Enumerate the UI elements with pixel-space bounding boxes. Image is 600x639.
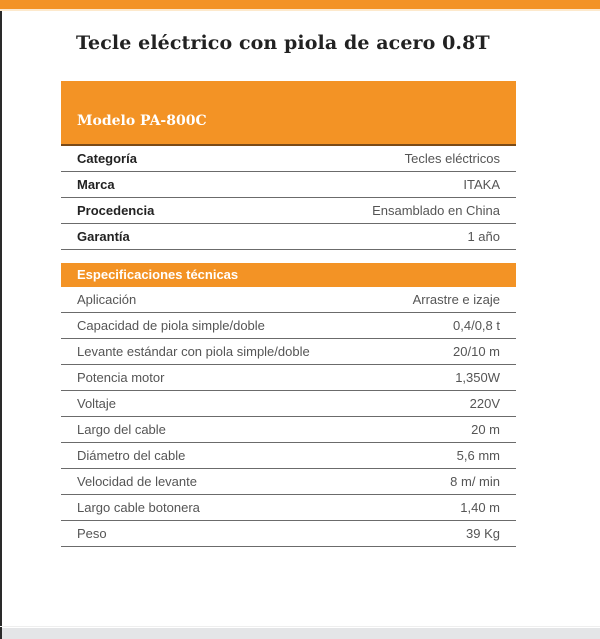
- specs-heading-bar: [61, 263, 516, 287]
- top-accent-band: [0, 0, 600, 9]
- row-label: Diámetro del cable: [77, 448, 186, 463]
- row-value: 1 año: [467, 229, 500, 244]
- row-value: 20/10 m: [453, 344, 500, 359]
- table-row: [61, 417, 516, 443]
- row-label: Procedencia: [77, 203, 155, 218]
- table-row: [61, 224, 516, 250]
- row-value: 5,6 mm: [456, 448, 500, 463]
- table-row: [61, 495, 516, 521]
- row-label: Velocidad de levante: [77, 474, 197, 489]
- table-row: [61, 287, 516, 313]
- table-row: [61, 313, 516, 339]
- row-value: Ensamblado en China: [372, 203, 500, 218]
- row-value: 220V: [469, 396, 500, 411]
- row-label: Aplicación: [77, 292, 137, 307]
- row-value: 0,4/0,8 t: [453, 318, 500, 333]
- table-row: [61, 146, 516, 172]
- row-label: Peso: [77, 526, 107, 541]
- row-label: Voltaje: [77, 396, 117, 411]
- row-label: Largo cable botonera: [77, 500, 200, 515]
- table-row: [61, 443, 516, 469]
- row-label: Marca: [77, 177, 115, 192]
- footer-divider: [0, 626, 600, 627]
- row-label: Levante estándar con piola simple/doble: [77, 344, 310, 359]
- row-label: Capacidad de piola simple/doble: [77, 318, 265, 333]
- row-value: Tecles eléctricos: [404, 151, 500, 166]
- row-value: 39 Kg: [466, 526, 500, 541]
- table-row: [61, 198, 516, 224]
- model-header: [61, 81, 516, 146]
- row-label: Potencia motor: [77, 370, 165, 385]
- row-label: Garantía: [77, 229, 130, 244]
- row-value: Arrastre e izaje: [412, 292, 500, 307]
- model-name: Modelo PA-800C: [77, 113, 207, 129]
- specs-table: [61, 287, 516, 547]
- row-value: ITAKA: [463, 177, 500, 192]
- specs-heading: Especificaciones técnicas: [77, 267, 239, 282]
- table-row: [61, 172, 516, 198]
- table-row: [61, 469, 516, 495]
- table-row: [61, 391, 516, 417]
- row-label: Categoría: [77, 151, 137, 166]
- row-value: 8 m/ min: [450, 474, 500, 489]
- row-value: 1,40 m: [460, 500, 500, 515]
- top-accent-shade: [0, 9, 600, 11]
- general-info-table: [61, 146, 516, 250]
- row-value: 20 m: [471, 422, 500, 437]
- table-row: [61, 339, 516, 365]
- table-row: [61, 365, 516, 391]
- page-title: Tecle eléctrico con piola de acero 0.8T: [76, 32, 490, 54]
- row-value: 1,350W: [455, 370, 500, 385]
- table-row: [61, 521, 516, 547]
- horizontal-scrollbar[interactable]: [2, 628, 600, 639]
- row-label: Largo del cable: [77, 422, 166, 437]
- window-left-border: [0, 0, 2, 639]
